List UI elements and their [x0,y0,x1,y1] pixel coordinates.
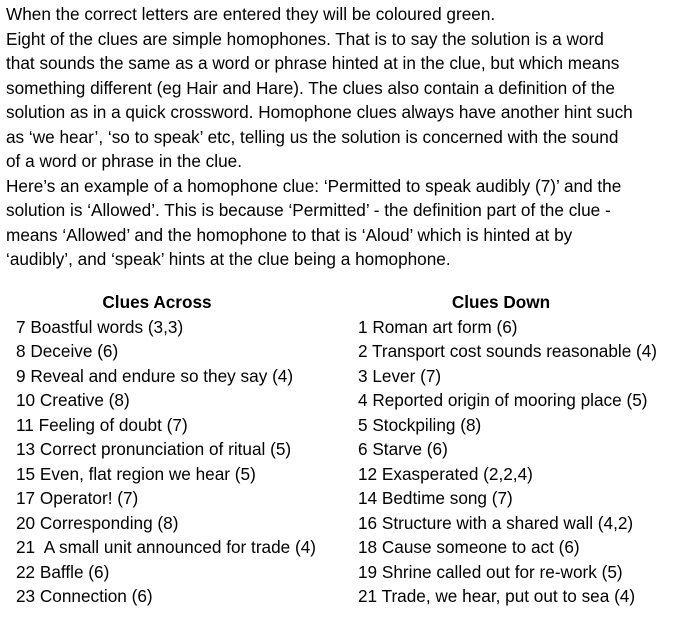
clue-across-7[interactable]: 7 Boastful words (3,3) [16,316,184,337]
clue-across-9[interactable]: 9 Reveal and endure so they say (4) [16,365,294,386]
intro-line: means ‘Allowed’ and the homophone to that is ‘Aloud’ which is hinted at by [6,224,573,245]
clue-across-17[interactable]: 17 Operator! (7) [16,488,139,508]
clues-across-list [16,315,346,609]
intro-line: of a word or phrase in the clue. [6,151,242,171]
intro-line: solution as in a quick crossword. Homophone clues always have another hint such [6,102,633,122]
intro-line: When the correct letters are entered they will be coloured green. [6,4,496,24]
clue-down-6[interactable]: 6 Starve (6) [358,439,448,459]
intro-line: ‘audibly’, and ‘speak’ hints at the clue being a homophone. [6,249,451,269]
clue-across-8[interactable]: 8 Deceive (6) [16,341,119,361]
clue-across-15[interactable]: 15 Even, flat region we hear (5) [16,463,256,484]
clue-down-4[interactable]: 4 Reported origin of mooring place (5) [358,390,648,410]
clues-across-heading: Clues Across [102,292,212,312]
clue-down-21[interactable]: 21 Trade, we hear, put out to sea (4) [358,586,636,606]
intro-line: something different (eg Hair and Hare). The clues also contain a definition of the [6,77,615,98]
clue-across-21[interactable]: 21 A small unit announced for trade (4) [16,537,317,557]
intro-line: as ‘we hear’, ‘so to speak’ etc, telling us the solution is concerned with the sound [6,126,619,147]
clue-down-18[interactable]: 18 Cause someone to act (6) [358,537,580,557]
clue-down-3[interactable]: 3 Lever (7) [358,365,442,386]
clue-across-23[interactable]: 23 Connection (6) [16,586,153,606]
clues-down-list [358,315,678,609]
clue-down-1[interactable]: 1 Roman art form (6) [358,316,518,337]
clue-across-13[interactable]: 13 Correct pronunciation of ritual (5) [16,439,292,459]
clue-across-10[interactable]: 10 Creative (8) [16,390,130,410]
clue-down-16[interactable]: 16 Structure with a shared wall (4,2) [358,512,634,533]
intro-line: Eight of the clues are simple homophones. That is to say the solution is a word [6,28,604,49]
intro-line: solution is ‘Allowed’. This is because ‘Permitted’ - the definition part of the clue - [6,200,611,220]
clue-across-22[interactable]: 22 Baffle (6) [16,561,110,582]
intro-line: Here’s an example of a homophone clue: ‘Permitted to speak audibly (7)’ and the [6,175,622,196]
intro-line: that sounds the same as a word or phrase hinted at in the clue, but which means [6,53,620,73]
clue-across-11[interactable]: 11 Feeling of doubt (7) [16,414,188,435]
clue-down-19[interactable]: 19 Shrine called out for re-work (5) [358,561,623,582]
clues-down-column [358,290,678,609]
clues-down-heading: Clues Down [451,292,551,312]
clue-down-12[interactable]: 12 Exasperated (2,2,4) [358,463,533,484]
clue-down-14[interactable]: 14 Bedtime song (7) [358,488,513,508]
clue-down-2[interactable]: 2 Transport cost sounds reasonable (4) [358,341,658,361]
instructions-text [6,2,676,272]
clue-down-5[interactable]: 5 Stockpiling (8) [358,414,482,435]
clues-across-column [16,290,346,609]
clue-across-20[interactable]: 20 Corresponding (8) [16,512,179,533]
